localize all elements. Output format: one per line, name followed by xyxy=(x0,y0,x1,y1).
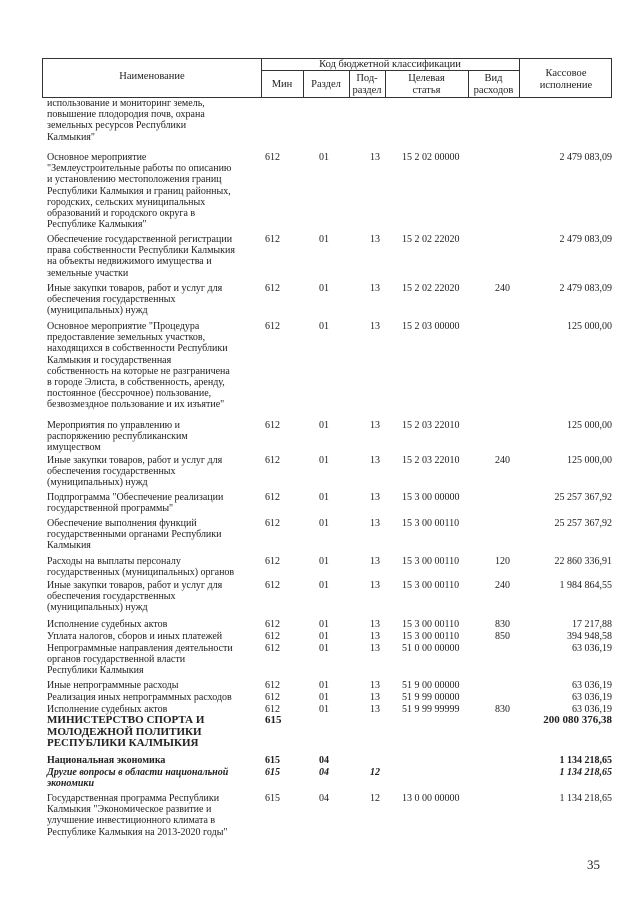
row-ministry-code: 612 xyxy=(265,580,280,591)
row-name: Основное мероприятие "Землеустроительные работы по описанию и установлению местоположения границ Республики Калмыкия и границ районных, городских, сельских муниципальных образований и городского округа в Республике Калмыкия" xyxy=(47,152,232,231)
row-name: Обеспечение государственной регистрации права собственности Республики Калмыкия на объекты недвижимого имущества и земельные участки xyxy=(47,234,235,279)
row-name: Мероприятия по управлению и распоряжению республиканским имуществом xyxy=(47,420,188,454)
row-target-item: 51 9 99 99999 xyxy=(402,704,460,715)
row-amount: 63 036,19 xyxy=(572,692,612,703)
row-amount: 125 000,00 xyxy=(567,420,612,431)
row-section-code: 01 xyxy=(319,283,329,294)
row-name: Иные закупки товаров, работ и услуг для обеспечения государственных (муниципальных) нужд xyxy=(47,580,223,614)
row-name: Иные закупки товаров, работ и услуг для обеспечения государственных (муниципальных) нужд xyxy=(47,455,223,489)
header-code-group: Код бюджетной классификации xyxy=(319,59,461,70)
row-name: Непрограммные направления деятельности органов государственной власти Республики Калмыкия xyxy=(47,643,233,677)
header-target-item: Целевая статья xyxy=(408,73,445,96)
row-section-code: 01 xyxy=(319,556,329,567)
row-ministry-code: 615 xyxy=(265,767,280,778)
row-amount: 1 984 864,55 xyxy=(559,580,612,591)
row-expense-type: 240 xyxy=(495,455,510,466)
row-name: Исполнение судебных актов xyxy=(47,619,168,630)
row-expense-type: 240 xyxy=(495,283,510,294)
row-target-item: 13 0 00 00000 xyxy=(402,793,460,804)
row-amount: 1 134 218,65 xyxy=(559,767,612,778)
header-name: Наименование xyxy=(119,71,185,82)
row-ministry-code: 615 xyxy=(265,714,282,726)
row-amount: 2 479 083,09 xyxy=(559,234,612,245)
row-subsection-code: 13 xyxy=(370,704,380,715)
row-subsection-code: 12 xyxy=(370,793,380,804)
row-section-code: 04 xyxy=(319,755,329,766)
table-header xyxy=(42,58,612,98)
row-amount: 22 860 336,91 xyxy=(554,556,612,567)
row-ministry-code: 612 xyxy=(265,643,280,654)
row-ministry-code: 612 xyxy=(265,619,280,630)
row-name: Уплата налогов, сборов и иных платежей xyxy=(47,631,223,642)
row-target-item: 15 3 00 00110 xyxy=(402,556,460,567)
row-amount: 2 479 083,09 xyxy=(559,152,612,163)
row-amount: 394 948,58 xyxy=(567,631,612,642)
row-name: Иные закупки товаров, работ и услуг для обеспечения государственных (муниципальных) нужд xyxy=(47,283,223,317)
row-name: Другие вопросы в области национальной экономики xyxy=(47,767,229,790)
row-ministry-code: 612 xyxy=(265,234,280,245)
row-amount: 1 134 218,65 xyxy=(559,793,612,804)
row-target-item: 15 3 00 00110 xyxy=(402,580,460,591)
row-name: Иные непрограммные расходы xyxy=(47,680,179,691)
row-ministry-code: 612 xyxy=(265,420,280,431)
row-subsection-code: 13 xyxy=(370,283,380,294)
header-subsection: Под- раздел xyxy=(352,73,382,96)
row-name: Обеспечение выполнения функций государственными органами Республики Калмыкия xyxy=(47,518,222,552)
row-target-item: 51 0 00 00000 xyxy=(402,643,460,654)
row-subsection-code: 13 xyxy=(370,321,380,332)
page-number: 35 xyxy=(587,857,600,872)
row-expense-type: 830 xyxy=(495,619,510,630)
row-amount: 2 479 083,09 xyxy=(559,283,612,294)
header-section: Раздел xyxy=(311,79,341,90)
row-name: Исполнение судебных актов xyxy=(47,704,168,715)
row-name: Государственная программа Республики Калмыкия "Экономическое развитие и улучшение инвестиционного климата в Республике Калмыкия на 2013-2020 годы" xyxy=(47,793,228,838)
row-amount: 1 134 218,65 xyxy=(559,755,612,766)
row-name: МИНИСТЕРСТВО СПОРТА И МОЛОДЕЖНОЙ ПОЛИТИКИ РЕСПУБЛИКИ КАЛМЫКИЯ xyxy=(47,714,205,749)
row-target-item: 51 9 99 00000 xyxy=(402,692,460,703)
row-amount: 25 257 367,92 xyxy=(554,492,612,503)
row-target-item: 15 2 02 00000 xyxy=(402,152,460,163)
row-ministry-code: 615 xyxy=(265,755,280,766)
row-target-item: 51 9 00 00000 xyxy=(402,680,460,691)
row-ministry-code: 612 xyxy=(265,492,280,503)
row-amount: 125 000,00 xyxy=(567,321,612,332)
row-subsection-code: 13 xyxy=(370,580,380,591)
row-ministry-code: 612 xyxy=(265,692,280,703)
row-subsection-code: 13 xyxy=(370,455,380,466)
row-ministry-code: 612 xyxy=(265,631,280,642)
row-section-code: 01 xyxy=(319,680,329,691)
row-subsection-code: 13 xyxy=(370,631,380,642)
row-amount: 63 036,19 xyxy=(572,680,612,691)
row-ministry-code: 612 xyxy=(265,556,280,567)
row-section-code: 01 xyxy=(319,580,329,591)
row-target-item: 15 2 03 22010 xyxy=(402,455,460,466)
row-target-item: 15 2 02 22020 xyxy=(402,283,460,294)
row-ministry-code: 615 xyxy=(265,793,280,804)
header-ministry: Мин xyxy=(271,79,293,90)
row-target-item: 15 3 00 00110 xyxy=(402,518,460,529)
row-section-code: 01 xyxy=(319,420,329,431)
row-subsection-code: 12 xyxy=(370,767,380,778)
row-amount: 63 036,19 xyxy=(572,643,612,654)
row-name: использование и мониторинг земель, повышение плодородия почв, охрана земельных ресурсов Республики Калмыкия" xyxy=(47,98,205,143)
row-section-code: 04 xyxy=(319,793,329,804)
row-subsection-code: 13 xyxy=(370,556,380,567)
row-expense-type: 850 xyxy=(495,631,510,642)
row-target-item: 15 2 03 22010 xyxy=(402,420,460,431)
row-section-code: 01 xyxy=(319,631,329,642)
row-section-code: 01 xyxy=(319,643,329,654)
row-subsection-code: 13 xyxy=(370,692,380,703)
row-subsection-code: 13 xyxy=(370,152,380,163)
row-amount: 17 217,88 xyxy=(572,619,612,630)
row-subsection-code: 13 xyxy=(370,492,380,503)
row-section-code: 01 xyxy=(319,704,329,715)
row-section-code: 01 xyxy=(319,455,329,466)
row-name: Реализация иных непрограммных расходов xyxy=(47,692,232,703)
row-subsection-code: 13 xyxy=(370,643,380,654)
row-target-item: 15 2 02 22020 xyxy=(402,234,460,245)
row-section-code: 01 xyxy=(319,234,329,245)
row-subsection-code: 13 xyxy=(370,420,380,431)
row-name: Расходы на выплаты персоналу государственных (муниципальных) органов xyxy=(47,556,235,579)
row-amount: 25 257 367,92 xyxy=(554,518,612,529)
row-section-code: 01 xyxy=(319,492,329,503)
row-target-item: 15 2 03 00000 xyxy=(402,321,460,332)
row-subsection-code: 13 xyxy=(370,619,380,630)
header-cash-execution: Кассовое исполнение xyxy=(539,68,593,91)
row-ministry-code: 612 xyxy=(265,680,280,691)
row-ministry-code: 612 xyxy=(265,518,280,529)
row-ministry-code: 612 xyxy=(265,455,280,466)
row-ministry-code: 612 xyxy=(265,152,280,163)
row-section-code: 01 xyxy=(319,692,329,703)
row-expense-type: 120 xyxy=(495,556,510,567)
row-ministry-code: 612 xyxy=(265,321,280,332)
row-section-code: 01 xyxy=(319,321,329,332)
row-expense-type: 240 xyxy=(495,580,510,591)
row-target-item: 15 3 00 00000 xyxy=(402,492,460,503)
row-subsection-code: 13 xyxy=(370,234,380,245)
row-amount: 200 080 376,38 xyxy=(543,714,612,726)
row-section-code: 04 xyxy=(319,767,329,778)
row-amount: 63 036,19 xyxy=(572,704,612,715)
row-ministry-code: 612 xyxy=(265,283,280,294)
row-section-code: 01 xyxy=(319,619,329,630)
row-name: Основное мероприятие "Процедура предоставление земельных участков, находящихся в собственности Республики Калмыкия и государственная собственность на которые не разграничена в городе Элиста, в собственность, аренду, постоянное (бессрочное) пользование, безвозмездное пользование и их изъятие" xyxy=(47,321,230,411)
row-target-item: 15 3 00 00110 xyxy=(402,631,460,642)
row-section-code: 01 xyxy=(319,152,329,163)
row-name: Подпрограмма "Обеспечение реализации государственной программы" xyxy=(47,492,224,515)
header-expense-type: Вид расходов xyxy=(473,73,514,96)
row-name: Национальная экономика xyxy=(47,755,166,766)
row-ministry-code: 612 xyxy=(265,704,280,715)
row-section-code: 01 xyxy=(319,518,329,529)
row-subsection-code: 13 xyxy=(370,680,380,691)
row-amount: 125 000,00 xyxy=(567,455,612,466)
row-target-item: 15 3 00 00110 xyxy=(402,619,460,630)
row-expense-type: 830 xyxy=(495,704,510,715)
row-subsection-code: 13 xyxy=(370,518,380,529)
